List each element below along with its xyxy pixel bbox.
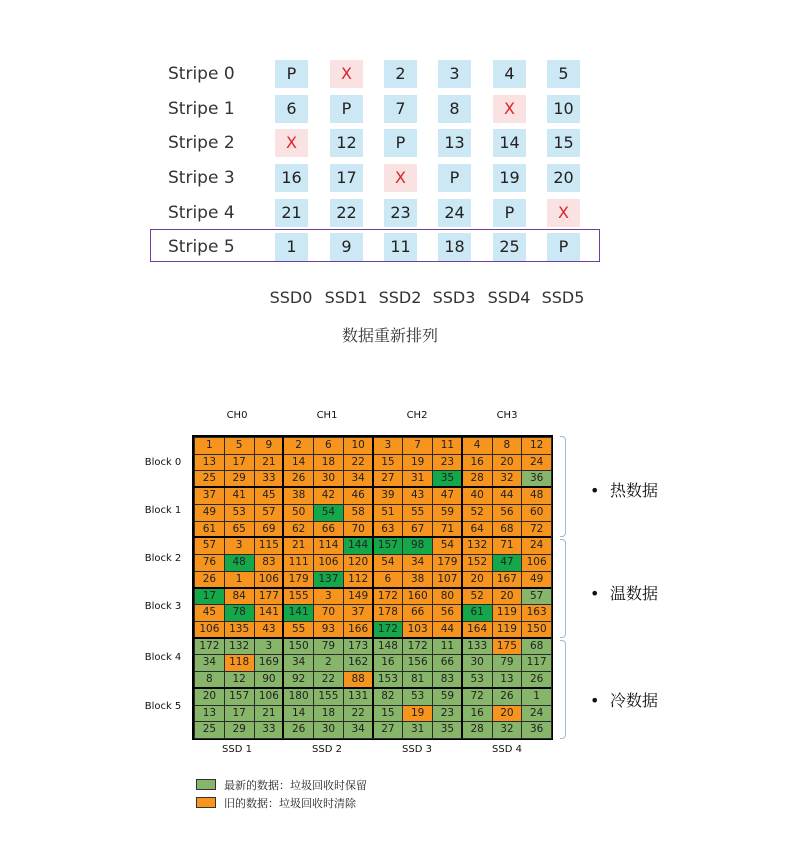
grid-cell: 135 bbox=[224, 621, 255, 639]
channel-label: CH1 bbox=[316, 410, 338, 421]
grid-cell: 54 bbox=[432, 537, 463, 555]
grid-cell: 11 bbox=[432, 638, 463, 656]
grid-cell: 22 bbox=[343, 705, 374, 723]
grid-cell: 141 bbox=[254, 604, 285, 622]
grid-cell: 115 bbox=[254, 537, 285, 555]
stripe-cell: P bbox=[384, 129, 417, 157]
grid-cell: 15 bbox=[373, 454, 404, 472]
grid-cell: 24 bbox=[521, 705, 552, 723]
grid-cell: 132 bbox=[224, 638, 255, 656]
stripe-cell: P bbox=[438, 164, 471, 192]
grid-cell: 23 bbox=[432, 705, 463, 723]
grid-cell: 50 bbox=[283, 504, 314, 522]
grid-cell: 39 bbox=[373, 487, 404, 505]
stripe-label: Stripe 1 bbox=[168, 99, 235, 119]
grid-cell: 66 bbox=[432, 654, 463, 672]
stripe-cell: 14 bbox=[493, 129, 526, 157]
grid-cell: 3 bbox=[313, 588, 344, 606]
grid-cell: 172 bbox=[402, 638, 433, 656]
stripe-label: Stripe 2 bbox=[168, 133, 235, 153]
grid-cell: 34 bbox=[194, 654, 225, 672]
grid-cell: 141 bbox=[283, 604, 314, 622]
grid-cell: 6 bbox=[313, 437, 344, 455]
ssd-label: SSD0 bbox=[269, 288, 313, 307]
grid-cell: 21 bbox=[254, 705, 285, 723]
stripe-cell: 21 bbox=[275, 199, 308, 227]
grid-cell: 3 bbox=[254, 638, 285, 656]
grid-cell: 29 bbox=[224, 721, 255, 739]
grid-cell: 12 bbox=[521, 437, 552, 455]
stripe-cell: P bbox=[493, 199, 526, 227]
grid-cell: 103 bbox=[402, 621, 433, 639]
grid-cell: 58 bbox=[343, 504, 374, 522]
grid-cell: 28 bbox=[462, 470, 493, 488]
grid-cell: 21 bbox=[283, 537, 314, 555]
grid-cell: 13 bbox=[492, 671, 523, 689]
grid-cell: 47 bbox=[432, 487, 463, 505]
ssd-label: SSD2 bbox=[378, 288, 422, 307]
stripe-cell: 7 bbox=[384, 95, 417, 123]
block-divider bbox=[194, 687, 551, 689]
grid-cell: 65 bbox=[224, 521, 255, 539]
grid-cell: 118 bbox=[224, 654, 255, 672]
grid-cell: 15 bbox=[373, 705, 404, 723]
warm-data-bracket bbox=[560, 539, 566, 638]
grid-cell: 24 bbox=[521, 537, 552, 555]
grid-cell: 78 bbox=[224, 604, 255, 622]
grid-cell: 164 bbox=[462, 621, 493, 639]
grid-cell: 98 bbox=[402, 537, 433, 555]
stripe-cell: 9 bbox=[330, 233, 363, 261]
stripe-cell: 13 bbox=[438, 129, 471, 157]
grid-cell: 55 bbox=[283, 621, 314, 639]
grid-cell: 44 bbox=[432, 621, 463, 639]
grid-cell: 22 bbox=[313, 671, 344, 689]
grid-cell: 169 bbox=[254, 654, 285, 672]
grid-cell: 5 bbox=[224, 437, 255, 455]
stripe-cell: 8 bbox=[438, 95, 471, 123]
legend-new-label: 最新的数据：垃圾回收时保留 bbox=[224, 779, 367, 792]
grid-cell: 25 bbox=[194, 721, 225, 739]
grid-cell: 40 bbox=[462, 487, 493, 505]
grid-cell: 76 bbox=[194, 554, 225, 572]
block-divider bbox=[194, 637, 551, 639]
block-divider bbox=[194, 587, 551, 589]
grid-cell: 175 bbox=[492, 638, 523, 656]
grid-cell: 93 bbox=[313, 621, 344, 639]
grid-cell: 20 bbox=[462, 571, 493, 589]
ssd-label: SSD5 bbox=[541, 288, 585, 307]
grid-cell: 12 bbox=[224, 671, 255, 689]
rearrange-caption: 数据重新排列 bbox=[341, 326, 438, 345]
grid-cell: 13 bbox=[194, 454, 225, 472]
stripe-cell: 5 bbox=[547, 60, 580, 88]
grid-cell: 172 bbox=[194, 638, 225, 656]
grid-cell: 45 bbox=[194, 604, 225, 622]
grid-cell: 26 bbox=[283, 721, 314, 739]
grid-cell: 47 bbox=[492, 554, 523, 572]
grid-cell: 92 bbox=[283, 671, 314, 689]
grid-cell: 21 bbox=[254, 454, 285, 472]
grid-cell: 32 bbox=[492, 470, 523, 488]
grid-cell: 29 bbox=[224, 470, 255, 488]
ssd-label: SSD3 bbox=[432, 288, 476, 307]
grid-cell: 69 bbox=[254, 521, 285, 539]
grid-cell: 119 bbox=[492, 604, 523, 622]
stripe-5-highlight-box bbox=[150, 229, 600, 262]
stripe-label: Stripe 3 bbox=[168, 168, 235, 188]
grid-cell: 107 bbox=[432, 571, 463, 589]
grid-cell: 166 bbox=[343, 621, 374, 639]
grid-cell: 2 bbox=[313, 654, 344, 672]
stripe-cell: 24 bbox=[438, 199, 471, 227]
grid-cell: 18 bbox=[313, 454, 344, 472]
grid-cell: 106 bbox=[254, 688, 285, 706]
stripe-cell: 25 bbox=[493, 233, 526, 261]
grid-cell: 31 bbox=[402, 470, 433, 488]
grid-cell: 13 bbox=[194, 705, 225, 723]
invalid-cell: X bbox=[547, 199, 580, 227]
grid-cell: 112 bbox=[343, 571, 374, 589]
grid-cell: 17 bbox=[194, 588, 225, 606]
grid-cell: 7 bbox=[402, 437, 433, 455]
grid-cell: 160 bbox=[402, 588, 433, 606]
grid-cell: 132 bbox=[462, 537, 493, 555]
stripe-cell: 2 bbox=[384, 60, 417, 88]
grid-cell: 24 bbox=[521, 454, 552, 472]
legend-new-swatch bbox=[196, 779, 216, 790]
grid-cell: 131 bbox=[343, 688, 374, 706]
block-label: Block 3 bbox=[144, 601, 182, 612]
grid-cell: 16 bbox=[462, 705, 493, 723]
stripe-cell: 12 bbox=[330, 129, 363, 157]
stripe-cell: 11 bbox=[384, 233, 417, 261]
block-label: Block 2 bbox=[144, 553, 182, 564]
grid-cell: 120 bbox=[343, 554, 374, 572]
grid-cell: 22 bbox=[343, 454, 374, 472]
stripe-cell: 22 bbox=[330, 199, 363, 227]
grid-cell: 177 bbox=[254, 588, 285, 606]
grid-cell: 11 bbox=[432, 437, 463, 455]
grid-cell: 54 bbox=[373, 554, 404, 572]
stripe-label: Stripe 4 bbox=[168, 203, 235, 223]
cold-data-bracket bbox=[560, 640, 566, 739]
grid-cell: 35 bbox=[432, 470, 463, 488]
grid-cell: 10 bbox=[343, 437, 374, 455]
grid-cell: 70 bbox=[343, 521, 374, 539]
grid-cell: 3 bbox=[373, 437, 404, 455]
grid-cell: 167 bbox=[492, 571, 523, 589]
grid-cell: 179 bbox=[432, 554, 463, 572]
grid-cell: 30 bbox=[313, 470, 344, 488]
grid-cell: 163 bbox=[521, 604, 552, 622]
stripe-cell: P bbox=[275, 60, 308, 88]
grid-cell: 35 bbox=[432, 721, 463, 739]
grid-cell: 52 bbox=[462, 588, 493, 606]
grid-cell: 83 bbox=[432, 671, 463, 689]
grid-cell: 9 bbox=[254, 437, 285, 455]
grid-cell: 68 bbox=[521, 638, 552, 656]
grid-cell: 155 bbox=[283, 588, 314, 606]
stripe-cell: 1 bbox=[275, 233, 308, 261]
grid-cell: 56 bbox=[492, 504, 523, 522]
stripe-cell: P bbox=[330, 95, 363, 123]
grid-cell: 63 bbox=[373, 521, 404, 539]
invalid-cell: X bbox=[493, 95, 526, 123]
grid-cell: 157 bbox=[224, 688, 255, 706]
grid-cell: 61 bbox=[194, 521, 225, 539]
stripe-cell: 10 bbox=[547, 95, 580, 123]
grid-cell: 155 bbox=[313, 688, 344, 706]
grid-cell: 20 bbox=[492, 454, 523, 472]
grid-cell: 172 bbox=[373, 588, 404, 606]
grid-cell: 33 bbox=[254, 721, 285, 739]
grid-cell: 53 bbox=[402, 688, 433, 706]
stripe-cell: 23 bbox=[384, 199, 417, 227]
block-divider bbox=[194, 486, 551, 488]
grid-cell: 81 bbox=[402, 671, 433, 689]
channel-label: CH2 bbox=[406, 410, 428, 421]
grid-cell: 71 bbox=[492, 537, 523, 555]
block-label: Block 4 bbox=[144, 652, 182, 663]
hot-data-label: • 热数据 bbox=[590, 481, 659, 500]
grid-cell: 38 bbox=[402, 571, 433, 589]
grid-cell: 153 bbox=[373, 671, 404, 689]
grid-cell: 1 bbox=[521, 688, 552, 706]
grid-cell: 83 bbox=[254, 554, 285, 572]
grid-cell: 16 bbox=[462, 454, 493, 472]
stripe-label: Stripe 5 bbox=[168, 237, 235, 257]
grid-cell: 66 bbox=[402, 604, 433, 622]
grid-cell: 152 bbox=[462, 554, 493, 572]
grid-cell: 72 bbox=[521, 521, 552, 539]
grid-cell: 27 bbox=[373, 470, 404, 488]
grid-cell: 17 bbox=[224, 705, 255, 723]
grid-cell: 31 bbox=[402, 721, 433, 739]
legend-old-label: 旧的数据：垃圾回收时清除 bbox=[224, 797, 356, 810]
grid-cell: 52 bbox=[462, 504, 493, 522]
grid-cell: 119 bbox=[492, 621, 523, 639]
invalid-cell: X bbox=[384, 164, 417, 192]
hot-data-bracket bbox=[560, 436, 566, 537]
grid-cell: 1 bbox=[194, 437, 225, 455]
grid-cell: 106 bbox=[521, 554, 552, 572]
grid-cell: 43 bbox=[402, 487, 433, 505]
ssd-label: SSD 4 bbox=[492, 744, 522, 755]
stripe-cell: 19 bbox=[493, 164, 526, 192]
grid-cell: 106 bbox=[313, 554, 344, 572]
grid-cell: 133 bbox=[462, 638, 493, 656]
stripe-cell: 15 bbox=[547, 129, 580, 157]
grid-cell: 79 bbox=[492, 654, 523, 672]
stripe-cell: 16 bbox=[275, 164, 308, 192]
grid-cell: 114 bbox=[313, 537, 344, 555]
grid-cell: 80 bbox=[432, 588, 463, 606]
bullet-icon: • bbox=[590, 691, 600, 710]
grid-cell: 49 bbox=[521, 571, 552, 589]
grid-cell: 8 bbox=[194, 671, 225, 689]
grid-cell: 66 bbox=[313, 521, 344, 539]
grid-cell: 48 bbox=[521, 487, 552, 505]
grid-cell: 34 bbox=[343, 721, 374, 739]
grid-cell: 43 bbox=[254, 621, 285, 639]
block-label: Block 5 bbox=[144, 701, 182, 712]
block-label: Block 1 bbox=[144, 505, 182, 516]
grid-cell: 42 bbox=[313, 487, 344, 505]
grid-cell: 57 bbox=[194, 537, 225, 555]
grid-cell: 56 bbox=[432, 604, 463, 622]
grid-cell: 14 bbox=[283, 454, 314, 472]
grid-cell: 79 bbox=[313, 638, 344, 656]
grid-cell: 111 bbox=[283, 554, 314, 572]
ssd-label: SSD4 bbox=[487, 288, 531, 307]
channel-label: CH3 bbox=[496, 410, 518, 421]
grid-cell: 18 bbox=[313, 705, 344, 723]
grid-cell: 72 bbox=[462, 688, 493, 706]
grid-cell: 173 bbox=[343, 638, 374, 656]
cold-data-label: • 冷数据 bbox=[590, 691, 659, 710]
stripe-cell: 4 bbox=[493, 60, 526, 88]
grid-cell: 53 bbox=[224, 504, 255, 522]
grid-cell: 41 bbox=[224, 487, 255, 505]
grid-cell: 67 bbox=[402, 521, 433, 539]
grid-cell: 117 bbox=[521, 654, 552, 672]
grid-cell: 90 bbox=[254, 671, 285, 689]
grid-cell: 150 bbox=[283, 638, 314, 656]
grid-cell: 20 bbox=[492, 588, 523, 606]
grid-cell: 144 bbox=[343, 537, 374, 555]
grid-cell: 19 bbox=[402, 454, 433, 472]
grid-cell: 179 bbox=[283, 571, 314, 589]
stripe-cell: 6 bbox=[275, 95, 308, 123]
grid-cell: 82 bbox=[373, 688, 404, 706]
grid-cell: 172 bbox=[373, 621, 404, 639]
grid-cell: 20 bbox=[492, 705, 523, 723]
ssd-label: SSD 3 bbox=[402, 744, 432, 755]
grid-cell: 28 bbox=[462, 721, 493, 739]
grid-cell: 26 bbox=[194, 571, 225, 589]
grid-cell: 3 bbox=[224, 537, 255, 555]
grid-cell: 53 bbox=[462, 671, 493, 689]
grid-cell: 71 bbox=[432, 521, 463, 539]
grid-cell: 34 bbox=[402, 554, 433, 572]
grid-cell: 59 bbox=[432, 504, 463, 522]
grid-cell: 26 bbox=[283, 470, 314, 488]
grid-cell: 148 bbox=[373, 638, 404, 656]
grid-cell: 32 bbox=[492, 721, 523, 739]
grid-cell: 60 bbox=[521, 504, 552, 522]
grid-cell: 137 bbox=[313, 571, 344, 589]
grid-cell: 37 bbox=[343, 604, 374, 622]
grid-cell: 19 bbox=[402, 705, 433, 723]
grid-cell: 44 bbox=[492, 487, 523, 505]
bullet-icon: • bbox=[590, 584, 600, 603]
block-grid bbox=[192, 435, 553, 740]
grid-cell: 16 bbox=[373, 654, 404, 672]
grid-cell: 46 bbox=[343, 487, 374, 505]
grid-cell: 20 bbox=[194, 688, 225, 706]
grid-cell: 26 bbox=[521, 671, 552, 689]
grid-cell: 64 bbox=[462, 521, 493, 539]
grid-cell: 156 bbox=[402, 654, 433, 672]
grid-cell: 30 bbox=[313, 721, 344, 739]
stripe-cell: 20 bbox=[547, 164, 580, 192]
warm-data-label: • 温数据 bbox=[590, 584, 659, 603]
grid-cell: 88 bbox=[343, 671, 374, 689]
legend-old-swatch bbox=[196, 797, 216, 808]
stripe-cell: 17 bbox=[330, 164, 363, 192]
grid-cell: 149 bbox=[343, 588, 374, 606]
grid-cell: 14 bbox=[283, 705, 314, 723]
invalid-cell: X bbox=[275, 129, 308, 157]
grid-cell: 61 bbox=[462, 604, 493, 622]
grid-cell: 106 bbox=[254, 571, 285, 589]
stripe-cell: 18 bbox=[438, 233, 471, 261]
grid-cell: 49 bbox=[194, 504, 225, 522]
grid-cell: 48 bbox=[224, 554, 255, 572]
grid-cell: 150 bbox=[521, 621, 552, 639]
grid-cell: 54 bbox=[313, 504, 344, 522]
ssd-label: SSD1 bbox=[324, 288, 368, 307]
grid-cell: 4 bbox=[462, 437, 493, 455]
grid-cell: 25 bbox=[194, 470, 225, 488]
grid-cell: 57 bbox=[521, 588, 552, 606]
grid-cell: 27 bbox=[373, 721, 404, 739]
grid-cell: 68 bbox=[492, 521, 523, 539]
block-divider bbox=[194, 536, 551, 538]
grid-cell: 51 bbox=[373, 504, 404, 522]
grid-cell: 36 bbox=[521, 721, 552, 739]
grid-cell: 2 bbox=[283, 437, 314, 455]
stripe-label: Stripe 0 bbox=[168, 64, 235, 84]
grid-cell: 59 bbox=[432, 688, 463, 706]
invalid-cell: X bbox=[330, 60, 363, 88]
grid-cell: 8 bbox=[492, 437, 523, 455]
grid-cell: 1 bbox=[224, 571, 255, 589]
grid-cell: 70 bbox=[313, 604, 344, 622]
grid-cell: 178 bbox=[373, 604, 404, 622]
ssd-label: SSD 1 bbox=[222, 744, 252, 755]
grid-cell: 62 bbox=[283, 521, 314, 539]
grid-cell: 17 bbox=[224, 454, 255, 472]
grid-cell: 84 bbox=[224, 588, 255, 606]
stripe-cell: P bbox=[547, 233, 580, 261]
grid-cell: 55 bbox=[402, 504, 433, 522]
bullet-icon: • bbox=[590, 481, 600, 500]
grid-cell: 37 bbox=[194, 487, 225, 505]
grid-cell: 33 bbox=[254, 470, 285, 488]
grid-cell: 36 bbox=[521, 470, 552, 488]
grid-cell: 34 bbox=[343, 470, 374, 488]
grid-cell: 23 bbox=[432, 454, 463, 472]
grid-cell: 34 bbox=[283, 654, 314, 672]
grid-cell: 57 bbox=[254, 504, 285, 522]
ssd-label: SSD 2 bbox=[312, 744, 342, 755]
grid-cell: 162 bbox=[343, 654, 374, 672]
grid-cell: 38 bbox=[283, 487, 314, 505]
grid-cell: 106 bbox=[194, 621, 225, 639]
channel-label: CH0 bbox=[226, 410, 248, 421]
grid-cell: 180 bbox=[283, 688, 314, 706]
grid-cell: 45 bbox=[254, 487, 285, 505]
block-label: Block 0 bbox=[144, 457, 182, 468]
grid-cell: 30 bbox=[462, 654, 493, 672]
stripe-cell: 3 bbox=[438, 60, 471, 88]
grid-cell: 157 bbox=[373, 537, 404, 555]
grid-cell: 26 bbox=[492, 688, 523, 706]
grid-cell: 6 bbox=[373, 571, 404, 589]
